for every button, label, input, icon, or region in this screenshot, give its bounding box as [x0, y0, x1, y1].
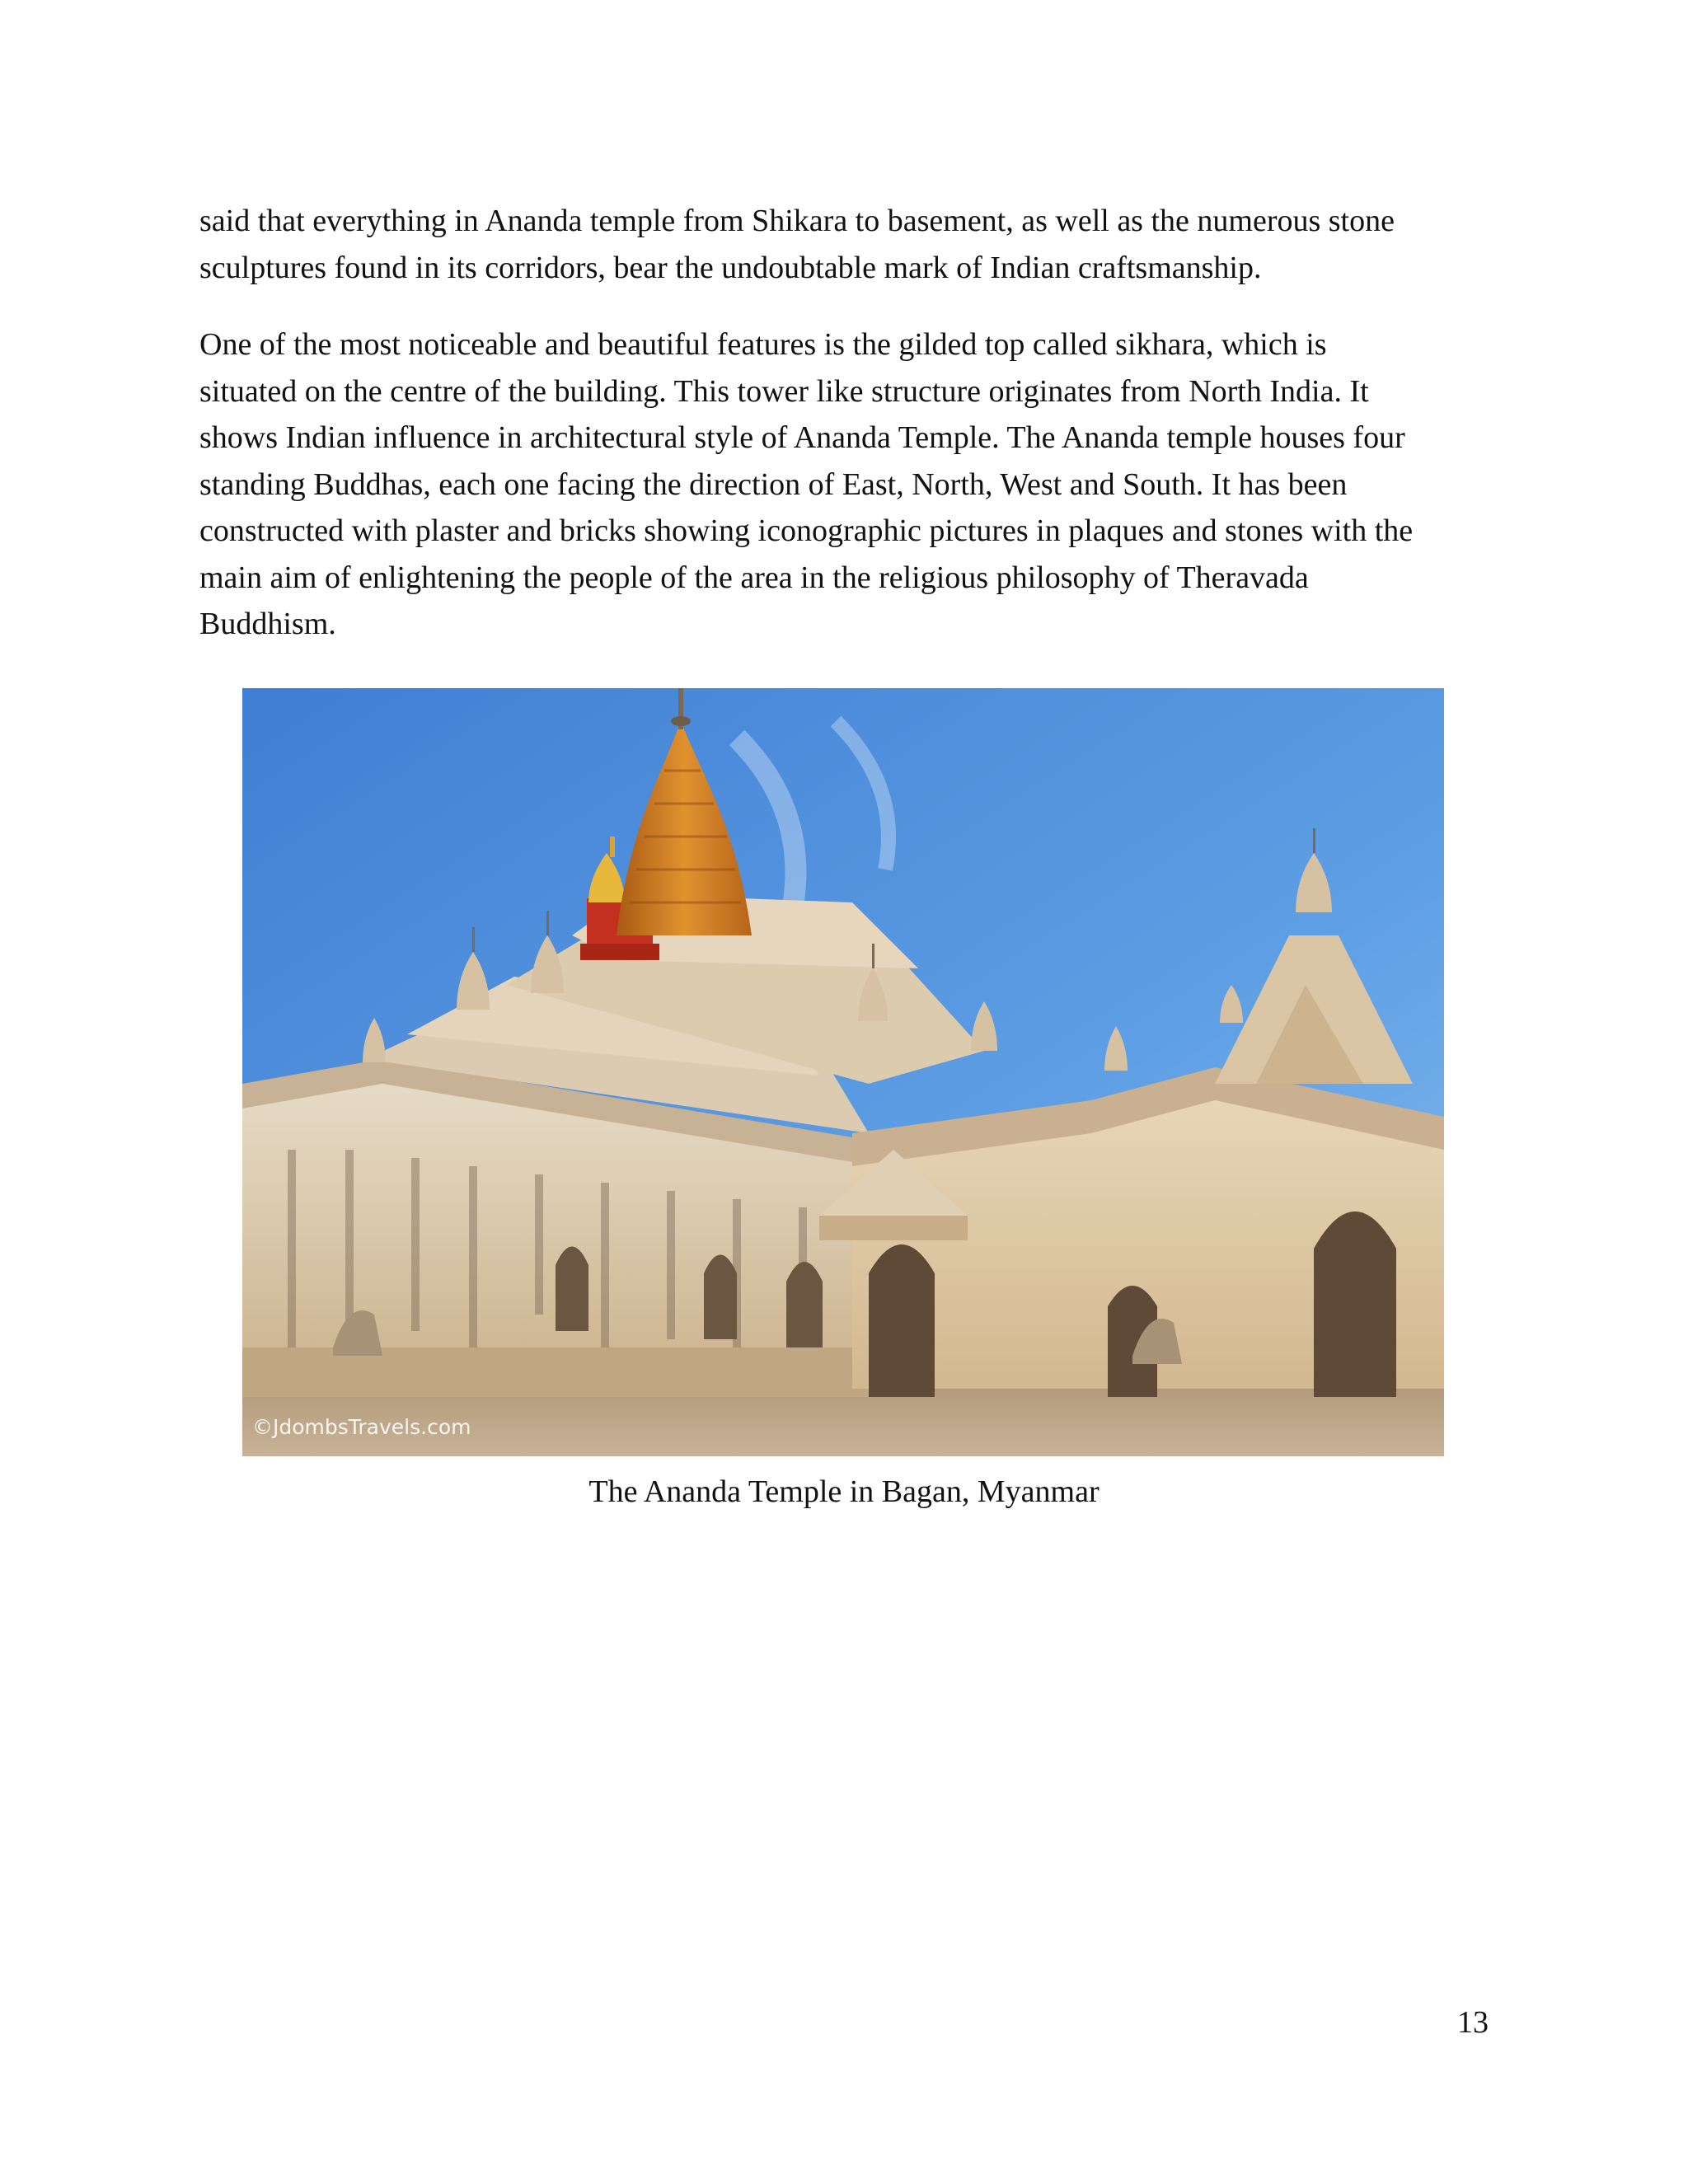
paragraph-continued: said that everything in Ananda temple from Shikara to basement, as well as the numerous stone sculptures found in its corridors, bear the undoubtable mark of Indian craftsmanship. [199, 204, 1395, 285]
figure-caption: The Ananda Temple in Bagan, Myanmar [588, 1474, 1100, 1509]
paragraph-sikhara: One of the most noticeable and beautiful features is the gilded top called sikhara, which is situated on the centre of the building. This tower like structure originates from North India. It shows Indian influence in architectural style of Ananda Temple. The Ananda temple houses four standing Buddhas, each one facing the direction of East, North, West and South. It has been constructed with plaster and bricks showing iconographic pictures in plaques and stones with the main aim of enlightening the people of the area in the religious philosophy of Theravada Buddhism. [199, 327, 1414, 641]
photo-watermark: ©JdombsTravels.com [252, 1415, 471, 1439]
temple-photo [242, 688, 1444, 1456]
page-number: 13 [1457, 2005, 1489, 2040]
